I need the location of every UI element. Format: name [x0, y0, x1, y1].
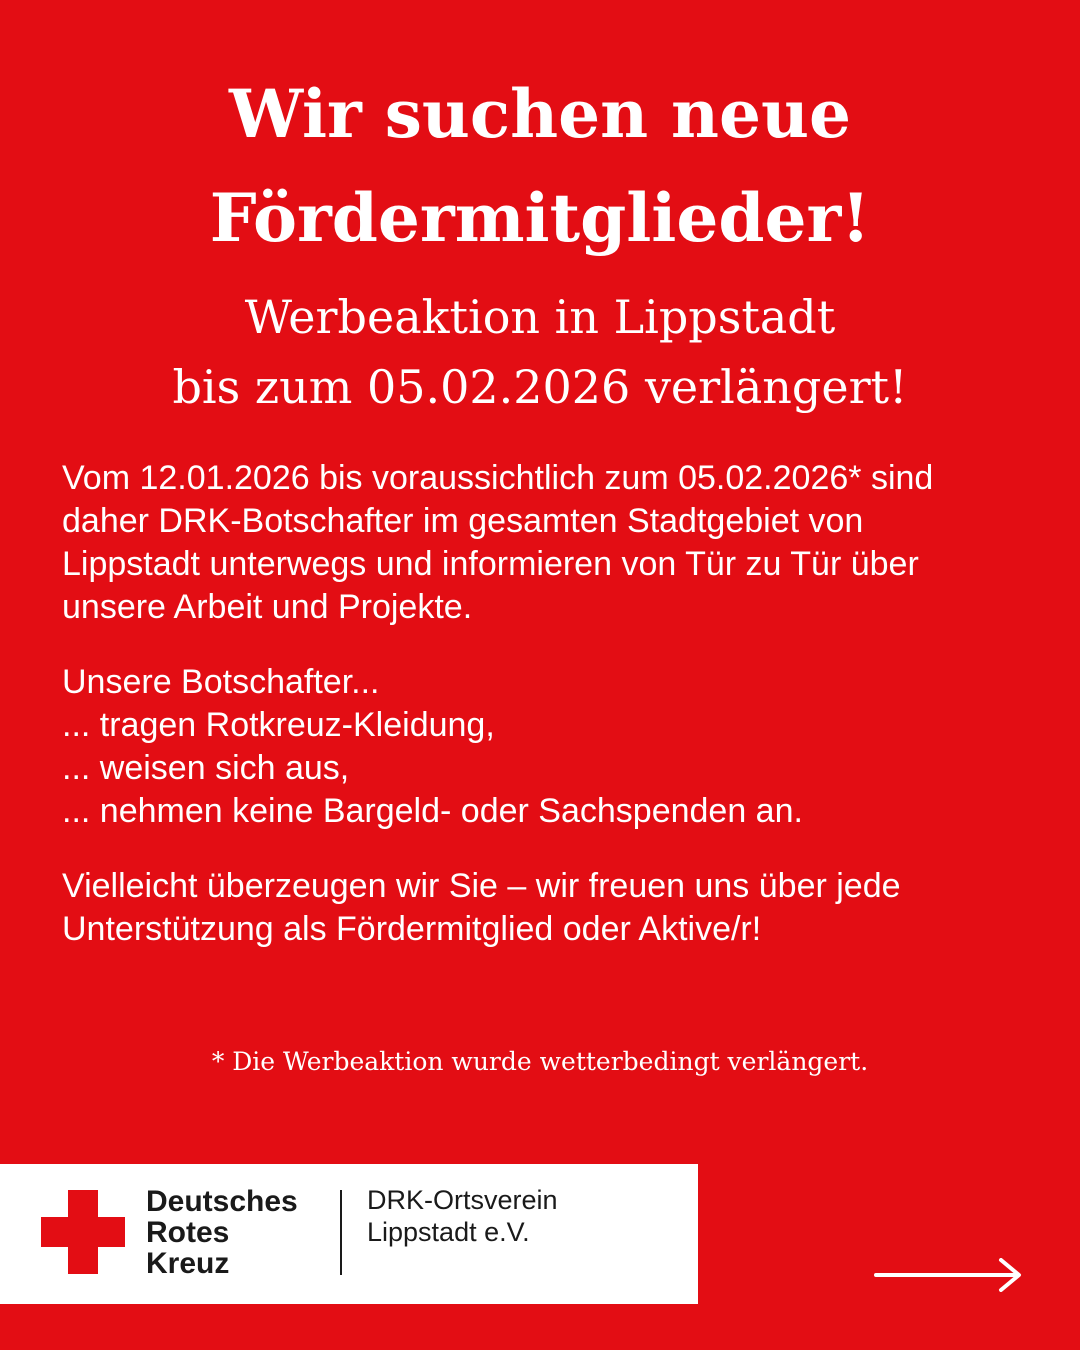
intro-line: unsere Arbeit und Projekte.: [62, 588, 473, 626]
closing-line: Unterstützung als Fördermitglied oder Aktive/r!: [62, 910, 762, 948]
intro-paragraph: [62, 457, 1042, 629]
ambassadors-list: [62, 661, 1042, 833]
list-item: ... tragen Rotkreuz-Kleidung,: [62, 706, 495, 744]
brand-line: Kreuz: [146, 1247, 230, 1280]
list-item: ... weisen sich aus,: [62, 749, 350, 787]
brand-line: Rotes: [146, 1216, 230, 1249]
org-name: [367, 1184, 558, 1248]
intro-line: Vom 12.01.2026 bis voraussichtlich zum 05.02.2026* sind: [62, 459, 934, 497]
logo-divider: [340, 1190, 342, 1275]
ambassadors-heading: Unsere Botschafter...: [62, 663, 380, 701]
subheadline-line-1: Werbeaktion in Lippstadt: [244, 290, 836, 344]
brand-line: Deutsches: [146, 1185, 298, 1218]
brand-name: [146, 1186, 298, 1279]
org-line: Lippstadt e.V.: [367, 1217, 530, 1247]
list-item: ... nehmen keine Bargeld- oder Sachspenden an.: [62, 792, 803, 830]
subheadline-line-2: bis zum 05.02.2026 verlängert!: [172, 360, 908, 414]
drk-logo: [0, 1164, 698, 1304]
closing-paragraph: [62, 865, 1042, 951]
intro-line: daher DRK-Botschafter im gesamten Stadtgebiet von: [62, 502, 864, 540]
headline-line-2: Fördermitglieder!: [209, 179, 871, 257]
org-line: DRK-Ortsverein: [367, 1185, 558, 1215]
intro-line: Lippstadt unterwegs und informieren von Tür zu Tür über: [62, 545, 919, 583]
headline: [0, 62, 1080, 270]
subheadline: [0, 282, 1080, 422]
closing-line: Vielleicht überzeugen wir Sie – wir freuen uns über jede: [62, 867, 901, 905]
arrow-right-icon[interactable]: [874, 1258, 1024, 1292]
headline-line-1: Wir suchen neue: [228, 75, 851, 153]
footnote: * Die Werbeaktion wurde wetterbedingt verlängert.: [211, 1047, 869, 1076]
